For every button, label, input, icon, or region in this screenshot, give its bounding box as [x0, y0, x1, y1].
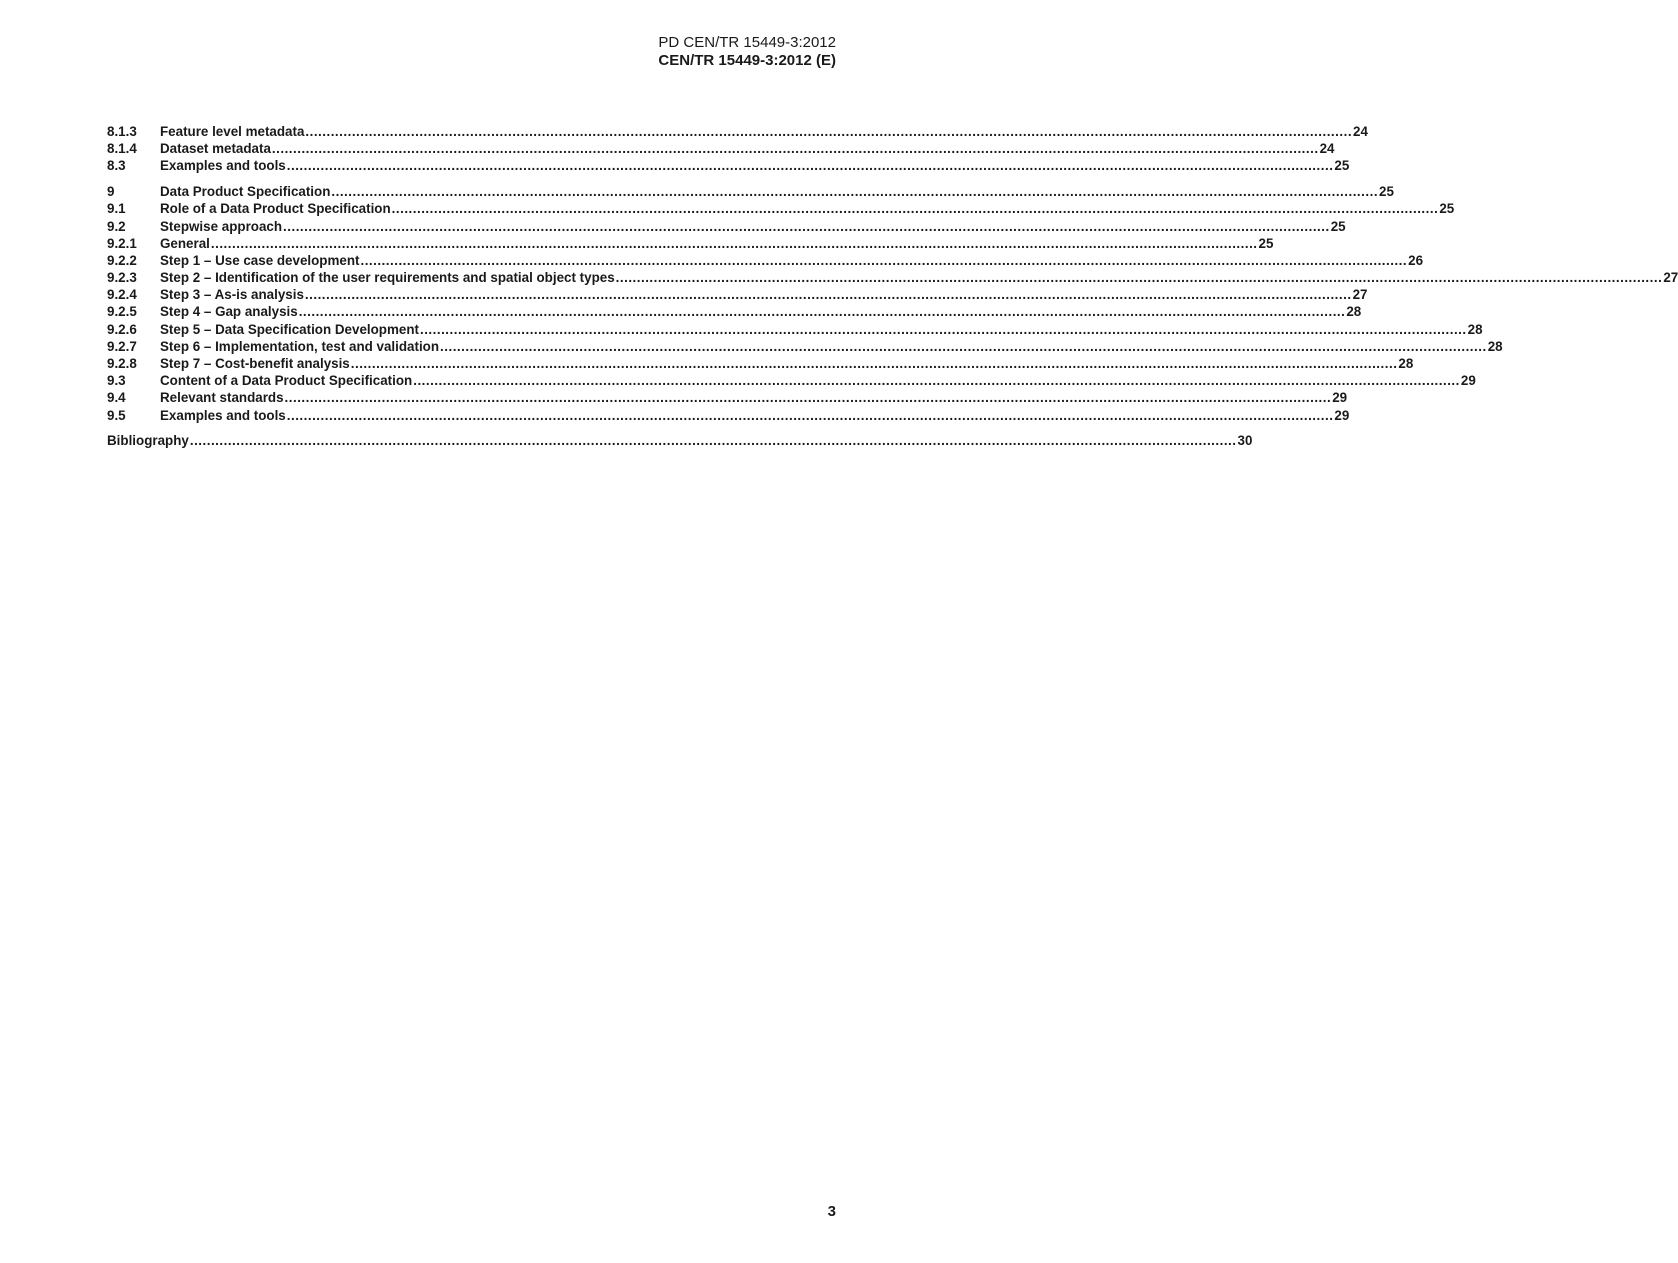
toc-entry-title: Step 3 – As-is analysis — [160, 287, 304, 303]
dot-leader — [283, 218, 1330, 235]
page-number: 3 — [827, 1203, 836, 1220]
toc-entry-title: Step 6 – Implementation, test and validation — [160, 338, 440, 354]
toc-entry-title: Stepwise approach — [160, 218, 283, 234]
toc-entry[interactable] — [107, 355, 1414, 372]
document-reference-english: CEN/TR 15449-3:2012 (E) — [658, 52, 836, 69]
toc-entry-page: 25 — [1258, 235, 1274, 251]
toc-entry[interactable] — [107, 252, 1424, 269]
toc-entry-number: 8.1.3 — [107, 124, 137, 139]
toc-entry-number: 9.2.2 — [107, 252, 137, 268]
toc-entry-number: 9.1 — [107, 201, 126, 217]
toc-entry-page: 25 — [1439, 201, 1455, 217]
document-reference: PD CEN/TR 15449-3:2012 — [658, 34, 836, 51]
toc-entry[interactable] — [107, 183, 1394, 200]
dot-leader — [287, 407, 1334, 424]
toc-entry-number: 9.5 — [107, 407, 126, 423]
toc-entry-page: 27 — [1352, 287, 1368, 303]
toc-entry-page: 25 — [1330, 218, 1346, 234]
dot-leader — [272, 140, 1319, 157]
toc-entry[interactable] — [107, 389, 1348, 406]
toc-entry[interactable] — [107, 372, 1476, 389]
dot-leader — [440, 338, 1487, 355]
dot-leader — [392, 200, 1439, 217]
toc-entry-bibliography[interactable] — [107, 432, 1253, 449]
dot-leader — [351, 355, 1398, 372]
toc-entry-title: Examples and tools — [160, 407, 286, 423]
dot-leader — [285, 389, 1332, 406]
toc-entry-page: 25 — [1334, 158, 1350, 174]
toc-entry-title: Step 2 – Identification of the user requirements and spatial object types — [160, 270, 615, 286]
toc-entry-page: 28 — [1487, 338, 1503, 354]
toc-entry[interactable] — [107, 218, 1346, 235]
dot-leader — [360, 252, 1407, 269]
toc-entry[interactable] — [107, 157, 1350, 174]
toc-entry-number: 9.2.4 — [107, 287, 137, 303]
dot-leader — [305, 286, 1352, 303]
running-header — [658, 34, 836, 70]
toc-entry-page: 28 — [1346, 304, 1362, 320]
toc-entry-number: 8.1.4 — [107, 141, 137, 157]
toc-entry-page: 29 — [1334, 407, 1350, 423]
toc-entry-page: 27 — [1663, 270, 1678, 286]
toc-entry-title: Feature level metadata — [160, 124, 305, 139]
toc-entry-page: 24 — [1319, 141, 1335, 157]
toc-entry[interactable] — [107, 407, 1350, 424]
dot-leader — [331, 183, 1378, 200]
toc-entry-number: 9.2.5 — [107, 304, 137, 320]
toc-entry-page: 29 — [1460, 373, 1476, 389]
dot-leader — [287, 157, 1334, 174]
toc-entry-number: 9.2.7 — [107, 338, 137, 354]
toc-entry-number: 9.3 — [107, 373, 126, 389]
toc-entry-title: Examples and tools — [160, 158, 286, 174]
toc-entry[interactable] — [107, 321, 1483, 338]
toc-entry-page: 30 — [1237, 433, 1253, 449]
toc-entry-number: 9 — [107, 184, 115, 200]
toc-entry-title: Data Product Specification — [160, 184, 331, 200]
dot-leader — [299, 303, 1346, 320]
toc-entry-page: 29 — [1332, 390, 1348, 406]
table-of-contents — [107, 123, 1678, 450]
toc-entry-title: Step 5 – Data Specification Development — [160, 321, 419, 337]
toc-entry-page: 25 — [1379, 184, 1394, 200]
toc-entry[interactable] — [107, 140, 1335, 157]
toc-entry[interactable] — [107, 200, 1455, 217]
dot-leader — [211, 235, 1258, 252]
toc-entry[interactable] — [107, 123, 1368, 140]
toc-entry-number: 9.2 — [107, 218, 126, 234]
dot-leader — [420, 321, 1467, 338]
toc-entry[interactable] — [107, 338, 1503, 355]
toc-entry-title: General — [160, 235, 210, 251]
toc-entry[interactable] — [107, 269, 1678, 286]
toc-entry-number: 8.3 — [107, 158, 126, 174]
toc-entry-title: Relevant standards — [160, 390, 284, 406]
dot-leader — [616, 269, 1663, 286]
toc-entry[interactable] — [107, 235, 1274, 252]
toc-entry-title: Dataset metadata — [160, 141, 271, 157]
toc-entry-title: Role of a Data Product Specification — [160, 201, 391, 217]
toc-entry-title: Step 7 – Cost-benefit analysis — [160, 356, 350, 372]
dot-leader — [190, 432, 1237, 449]
toc-entry-page: 24 — [1353, 124, 1368, 139]
toc-entry-title: Bibliography — [107, 433, 189, 449]
toc-entry-number: 9.2.6 — [107, 321, 137, 337]
toc-entry-page: 28 — [1467, 321, 1483, 337]
toc-entry-page: 26 — [1408, 252, 1424, 268]
toc-entry-page: 28 — [1398, 356, 1414, 372]
toc-entry[interactable] — [107, 286, 1368, 303]
toc-entry-number: 9.2.1 — [107, 235, 137, 251]
toc-entry-number: 9.4 — [107, 390, 126, 406]
toc-entry-title: Content of a Data Product Specification — [160, 373, 413, 389]
toc-entry-number: 9.2.3 — [107, 270, 137, 286]
toc-entry[interactable] — [107, 303, 1362, 320]
toc-entry-title: Step 4 – Gap analysis — [160, 304, 298, 320]
toc-entry-title: Step 1 – Use case development — [160, 252, 360, 268]
dot-leader — [413, 372, 1460, 389]
toc-entry-number: 9.2.8 — [107, 356, 137, 372]
dot-leader — [305, 123, 1352, 140]
